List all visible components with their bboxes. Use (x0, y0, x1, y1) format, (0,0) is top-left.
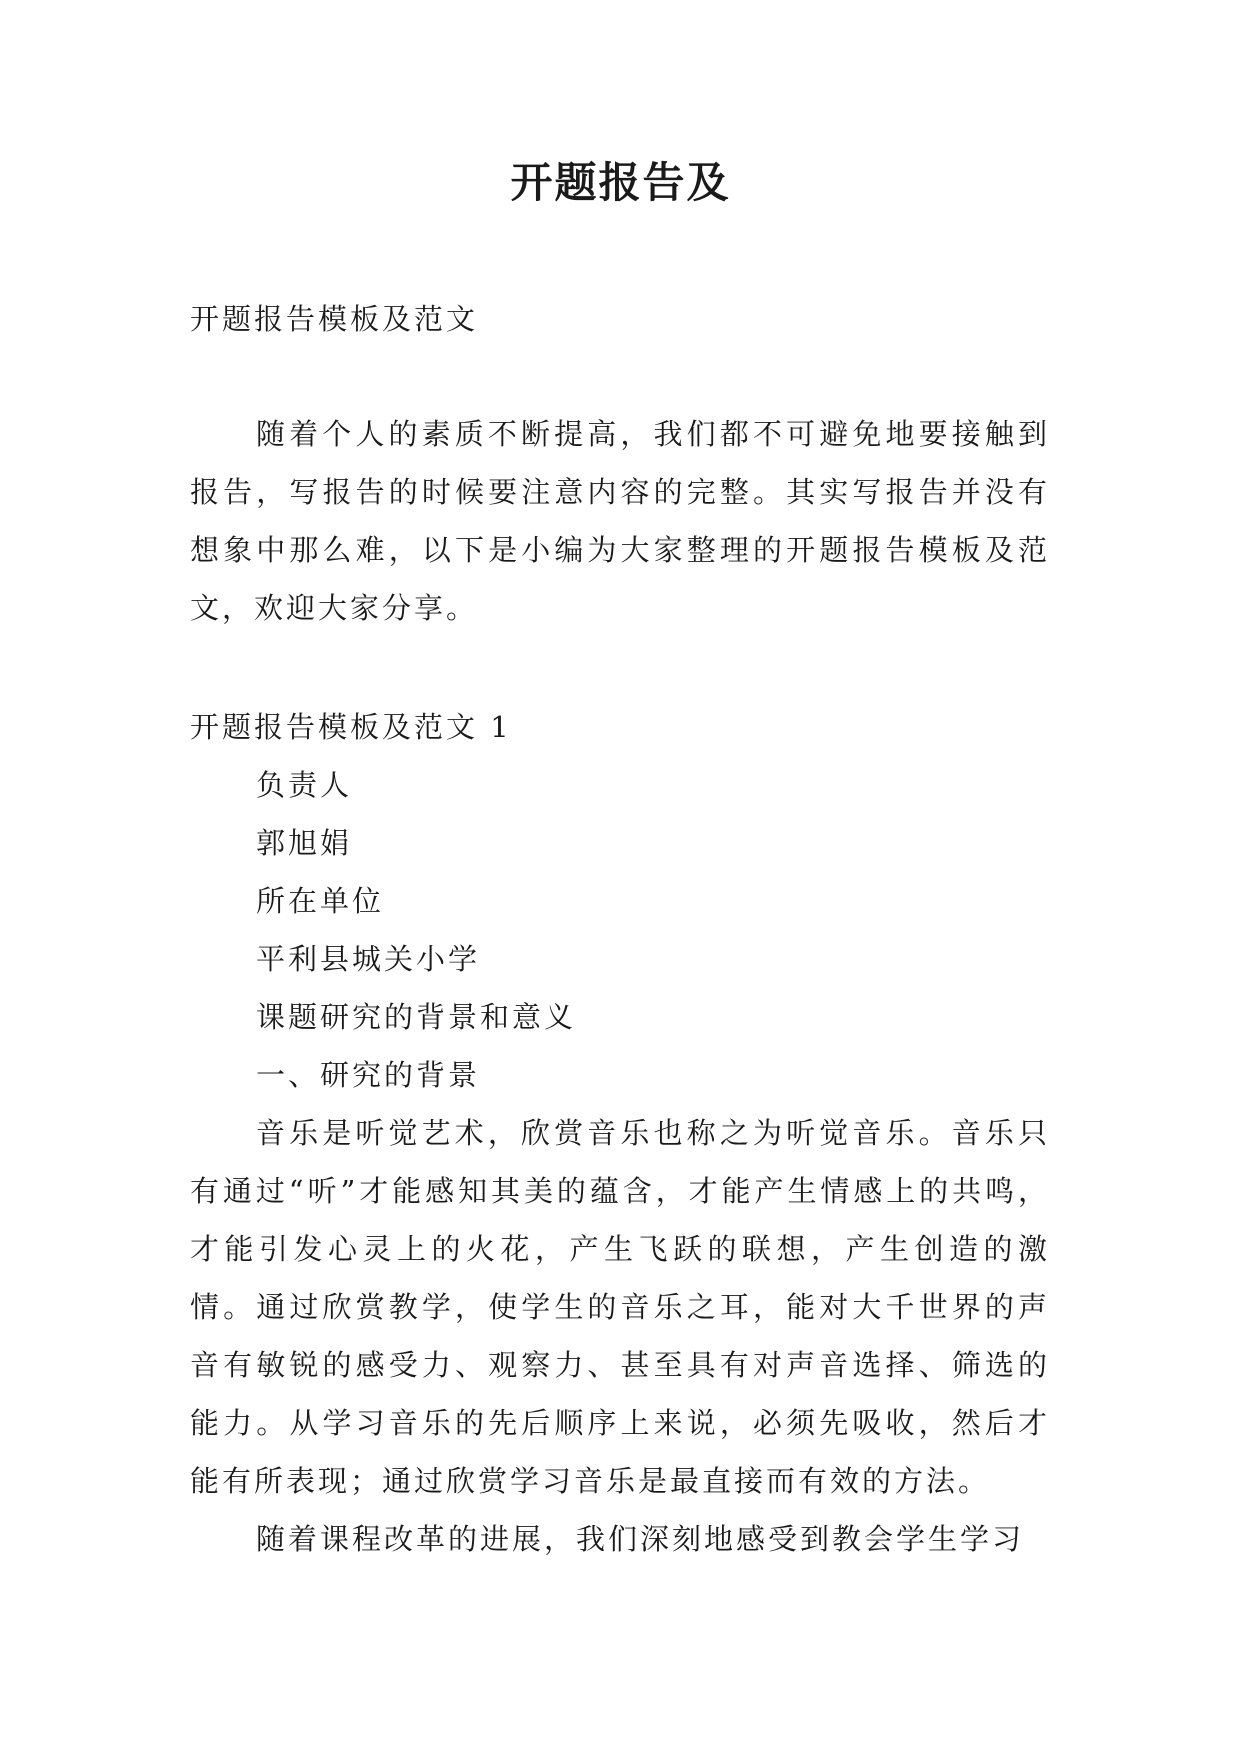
intro-paragraph: 随着个人的素质不断提高，我们都不可避免地要接触到报告，写报告的时候要注意内容的完整。其实写报告并没有想象中那么难，以下是小编为大家整理的开题报告模板及范文，欢迎大家分享。 (190, 417, 1050, 625)
section-block (190, 698, 1050, 1568)
subsection-heading-background: 一、研究的背景 (256, 1058, 481, 1092)
subsection-heading-background-significance: 课题研究的背景和意义 (256, 1000, 577, 1034)
field-value-unit: 平利县城关小学 (256, 942, 481, 976)
section-heading: 开题报告模板及范文 1 (190, 710, 512, 744)
field-label-owner: 负责人 (256, 768, 353, 802)
field-label-unit: 所在单位 (256, 884, 385, 918)
document-title: 开题报告及 (510, 158, 731, 207)
body-paragraph: 随着课程改革的进展，我们深刻地感受到教会学生学习 (256, 1522, 1025, 1556)
field-value-owner: 郭旭娟 (256, 826, 353, 860)
document-subtitle: 开题报告模板及范文 (190, 302, 479, 336)
body-paragraph: 音乐是听觉艺术，欣赏音乐也称之为听觉音乐。音乐只有通过“听”才能感知其美的蕴含，才能产生情感上的共鸣，才能引发心灵上的火花，产生飞跃的联想，产生创造的激情。通过欣赏教学，使学生的音乐之耳，能对大千世界的声音有敏锐的感受力、观察力、甚至具有对声音选择、筛选的能力。从学习音乐的先后顺序上来说，必须先吸收，然后才能有所表现；通过欣赏学习音乐是最直接而有效的方法。 (190, 1116, 1050, 1498)
